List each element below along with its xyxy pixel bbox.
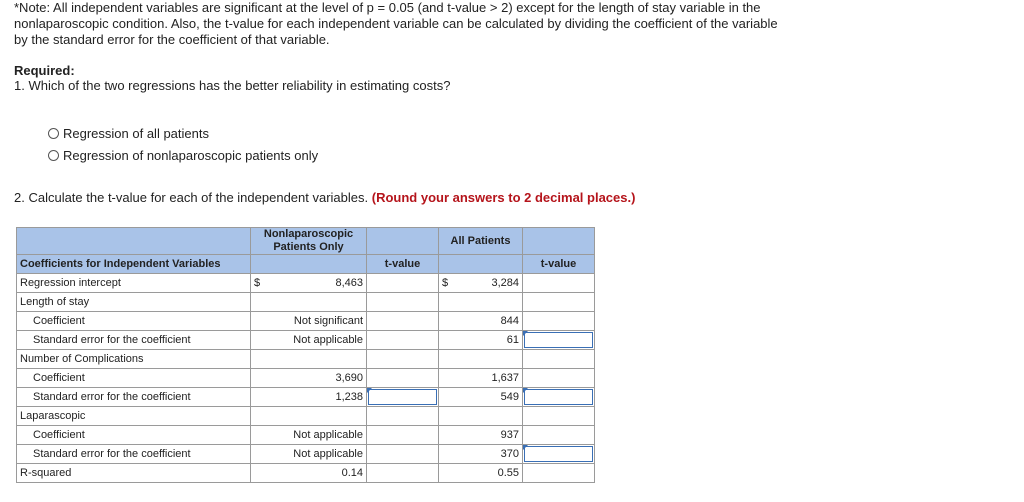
- row-label: Regression intercept: [17, 274, 251, 293]
- empty-cell: [367, 369, 439, 388]
- option-all-patients[interactable]: [48, 122, 318, 144]
- value-cell: 0.14: [251, 464, 367, 483]
- header-all-patients: All Patients: [439, 228, 523, 255]
- option-nonlaparoscopic-patients[interactable]: [48, 144, 318, 166]
- empty-cell: [367, 312, 439, 331]
- value-cell: 61: [439, 331, 523, 350]
- empty-cell: [523, 293, 595, 312]
- empty-cell: [523, 312, 595, 331]
- row-label: Laparascopic: [17, 407, 251, 426]
- value-cell: 844: [439, 312, 523, 331]
- header-tvalue-2: t-value: [523, 255, 595, 274]
- table-row: [17, 350, 595, 369]
- radio-button-icon[interactable]: [48, 150, 59, 161]
- empty-cell: [251, 407, 367, 426]
- empty-cell: [439, 350, 523, 369]
- regression-table: [16, 227, 595, 483]
- header-blank: [439, 255, 523, 274]
- empty-cell: [523, 407, 595, 426]
- tvalue-input-all-length-of-stay[interactable]: [523, 331, 595, 350]
- empty-cell: [367, 331, 439, 350]
- table-row: [17, 407, 595, 426]
- note-line-3: by the standard error for the coefficient of that variable.: [14, 32, 330, 47]
- table-row: [17, 426, 595, 445]
- value-cell: Not applicable: [251, 426, 367, 445]
- value-cell: 3,690: [251, 369, 367, 388]
- row-label: Standard error for the coefficient: [17, 331, 251, 350]
- table-row: [17, 312, 595, 331]
- option-label: Regression of all patients: [63, 125, 209, 141]
- value-cell: 549: [439, 388, 523, 407]
- empty-cell: [439, 407, 523, 426]
- header-nonlaparoscopic: Nonlaparoscopic Patients Only: [251, 228, 367, 255]
- note-line-2: nonlaparoscopic condition. Also, the t-value for each independent variable can be calculated by dividing the coefficient of the variable: [14, 16, 778, 31]
- question-1-options: [48, 122, 318, 166]
- row-label: Coefficient: [17, 312, 251, 331]
- empty-cell: [367, 445, 439, 464]
- table-header-row: [17, 228, 595, 255]
- tvalue-input-non-complications[interactable]: [367, 388, 439, 407]
- value-cell: Not applicable: [251, 331, 367, 350]
- empty-cell: [251, 350, 367, 369]
- empty-cell: [367, 350, 439, 369]
- table-subheader-row: [17, 255, 595, 274]
- value: 3,284: [491, 277, 519, 289]
- header-coefficients: Coefficients for Independent Variables: [17, 255, 251, 274]
- empty-cell: [367, 464, 439, 483]
- row-label: Coefficient: [17, 426, 251, 445]
- empty-cell: [367, 274, 439, 293]
- row-label: R-squared: [17, 464, 251, 483]
- note-line-1: *Note: All independent variables are significant at the level of p = 0.05 (and t-value > 2) except for the length of stay variable in the: [14, 0, 761, 15]
- table-row: [17, 331, 595, 350]
- value-cell: 0.55: [439, 464, 523, 483]
- header-blank: [367, 228, 439, 255]
- row-label: Length of stay: [17, 293, 251, 312]
- radio-button-icon[interactable]: [48, 128, 59, 139]
- empty-cell: [523, 350, 595, 369]
- empty-cell: [251, 293, 367, 312]
- header-blank: [17, 228, 251, 255]
- header-blank: [251, 255, 367, 274]
- empty-cell: [523, 426, 595, 445]
- currency-symbol: $: [442, 277, 449, 289]
- table-row: [17, 445, 595, 464]
- row-label: Coefficient: [17, 369, 251, 388]
- value-cell: 370: [439, 445, 523, 464]
- row-label: Number of Complications: [17, 350, 251, 369]
- table-row: [17, 464, 595, 483]
- table-row: [17, 293, 595, 312]
- empty-cell: [367, 426, 439, 445]
- empty-cell: [367, 293, 439, 312]
- table-row: [17, 369, 595, 388]
- empty-cell: [523, 369, 595, 388]
- question-1: 1. Which of the two regressions has the better reliability in estimating costs?: [14, 78, 451, 93]
- header-tvalue-1: t-value: [367, 255, 439, 274]
- empty-cell: [439, 293, 523, 312]
- value-cell: [439, 274, 523, 293]
- question-2-text: 2. Calculate the t-value for each of the independent variables.: [14, 190, 369, 205]
- required-title: Required:: [14, 63, 75, 78]
- empty-cell: [523, 464, 595, 483]
- row-label: Standard error for the coefficient: [17, 445, 251, 464]
- table-row: [17, 388, 595, 407]
- tvalue-input-all-laparoscopic[interactable]: [523, 445, 595, 464]
- value-cell: Not significant: [251, 312, 367, 331]
- value-cell: 1,637: [439, 369, 523, 388]
- value-cell: Not applicable: [251, 445, 367, 464]
- tvalue-input-all-complications[interactable]: [523, 388, 595, 407]
- empty-cell: [523, 274, 595, 293]
- empty-cell: [367, 407, 439, 426]
- option-label: Regression of nonlaparoscopic patients only: [63, 147, 319, 163]
- row-label: Standard error for the coefficient: [17, 388, 251, 407]
- header-blank: [523, 228, 595, 255]
- note-text: [14, 0, 814, 48]
- currency-symbol: $: [254, 277, 261, 289]
- table-row: [17, 274, 595, 293]
- value-cell: [251, 274, 367, 293]
- question-2: [14, 190, 635, 205]
- value: 8,463: [335, 277, 363, 289]
- value-cell: 937: [439, 426, 523, 445]
- value-cell: 1,238: [251, 388, 367, 407]
- rounding-instruction: (Round your answers to 2 decimal places.): [371, 190, 636, 205]
